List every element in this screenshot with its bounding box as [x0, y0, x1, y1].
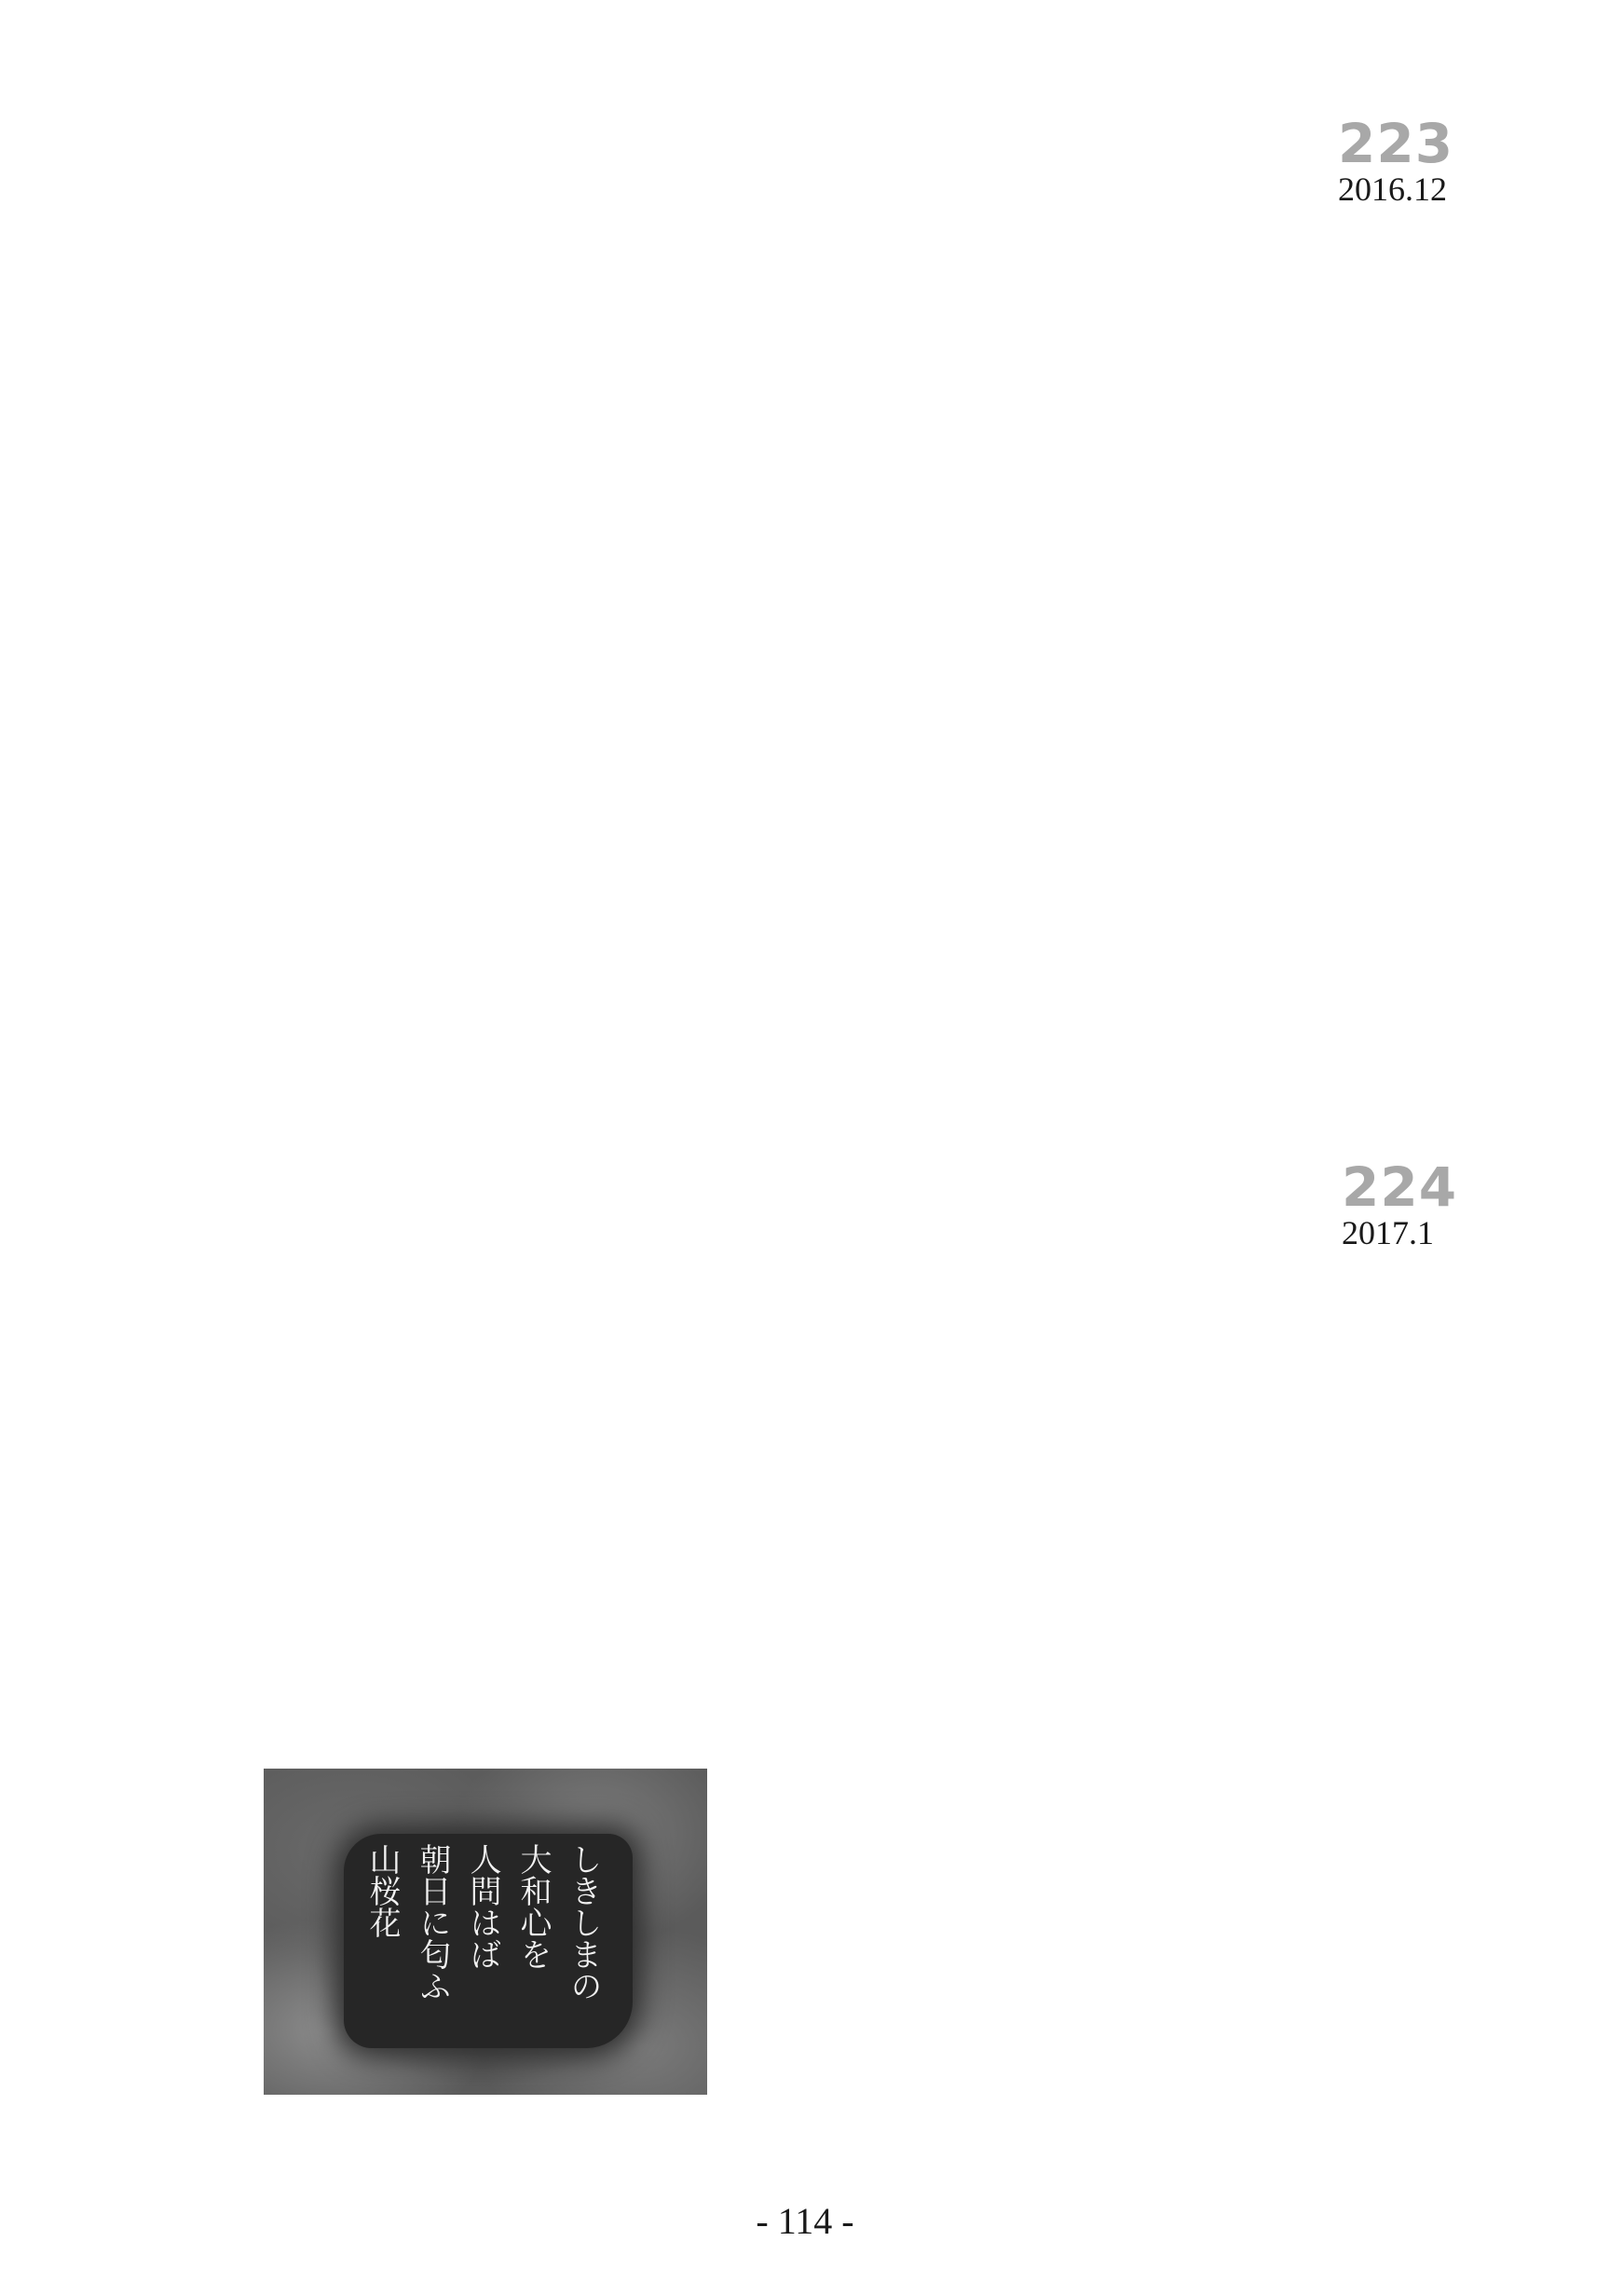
section-date: 2017.1: [1342, 1214, 1434, 1251]
poem-line: 山桜花: [363, 1843, 401, 1938]
section-number: 224: [1342, 1155, 1458, 1219]
section-date: 2016.12: [1338, 171, 1447, 208]
page-number: - 114 -: [756, 2200, 854, 2242]
poem-line: 人問はば: [464, 1843, 501, 1970]
poem-line: 大和心を: [514, 1843, 552, 1970]
poem-stone-photo: [264, 1769, 707, 2095]
section-number: 223: [1338, 112, 1454, 175]
poem-inscription: [363, 1843, 608, 2067]
poem-line: 朝日に匂ふ: [414, 1843, 451, 2002]
poem-line: しきしまの: [565, 1843, 602, 2002]
